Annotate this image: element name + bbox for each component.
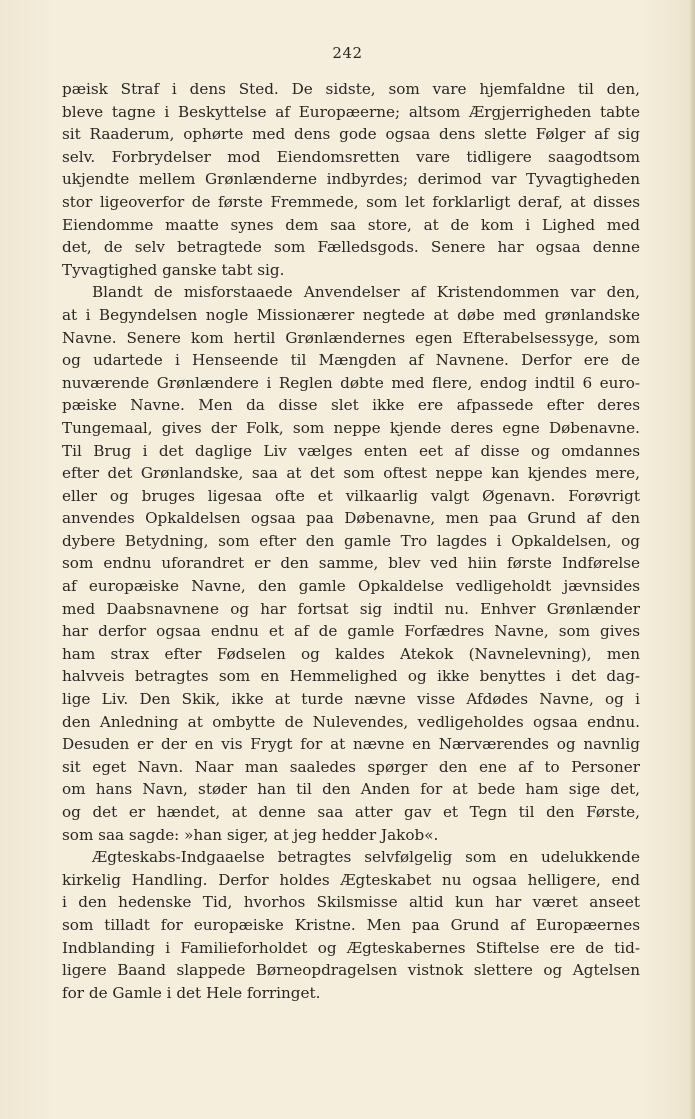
text-line: om hans Navn, støder han til den Anden for at bede ham sige det, [62,780,640,799]
text-line: af europæiske Navne, den gamle Opkaldelse vedligeholdt jævnsides [62,577,640,596]
text-line: Navne. Senere kom hertil Grønlændernes egen Efterabelsessyge, som [62,328,640,347]
text-line: ligere Baand slappede Børneopdragelsen vistnok slettere og Agtelsen [62,961,640,980]
text-line: dybere Betydning, som efter den gamle Tro lagdes i Opkaldelsen, og [62,531,640,550]
text-line: nuværende Grønlændere i Reglen døbte med flere, endog indtil 6 euro- [62,373,640,392]
text-line: har derfor ogsaa endnu et af de gamle Forfædres Navne, som gives [62,622,640,641]
text-line: eller og bruges ligesaa ofte et vilkaarlig valgt Øgenavn. Forøvrigt [62,486,640,505]
text-line: stor ligeoverfor de første Fremmede, som let forklarligt deraf, at disses [62,192,640,211]
text-line: Indblanding i Familieforholdet og Ægteskabernes Stiftelse ere de tid- [62,938,640,957]
text-line: kirkelig Handling. Derfor holdes Ægteskabet nu ogsaa helligere, end [62,870,640,889]
text-line: Tungemaal, gives der Folk, som neppe kjende deres egne Døbenavne. [62,418,640,437]
text-line: Desuden er der en vis Frygt for at nævne en Nærværendes og navnlig [62,735,640,754]
body-text [62,78,640,1004]
text-line: pæiske Navne. Men da disse slet ikke ere afpassede efter deres [62,396,640,415]
text-line: Blandt de misforstaaede Anvendelser af Kristendommen var den, [92,283,640,302]
text-line: pæisk Straf i dens Sted. De sidste, som vare hjemfaldne til den, [62,80,640,98]
page-number: 242 [332,44,363,62]
text-line: det, de selv betragtede som Fælledsgods. Senere har ogsaa denne [62,238,640,257]
text-line: bleve tagne i Beskyttelse af Europæerne; altsom Ærgjerrigheden tabte [62,102,640,121]
text-line: den Anledning at ombytte de Nulevendes, vedligeholdes ogsaa endnu. [62,712,640,731]
text-line: selv. Forbrydelser mod Eiendomsretten vare tidligere saagodtsom [62,147,640,166]
text-line: Eiendomme maatte synes dem saa store, at de kom i Lighed med [62,215,640,234]
text-line: og udartede i Henseende til Mængden af Navnene. Derfor ere de [62,351,640,370]
text-line: med Daabsnavnene og har fortsat sig indtil nu. Enhver Grønlænder [62,599,640,618]
text-line: Tyvagtighed ganske tabt sig. [62,260,285,279]
text-line: halvveis betragtes som en Hemmelighed og ikke benyttes i det dag- [62,667,640,686]
text-line: anvendes Opkaldelsen ogsaa paa Døbenavne, men paa Grund af den [62,509,640,528]
text-line: ham strax efter Fødselen og kaldes Atekok (Navnelevning), men [62,644,640,663]
page-edge-shadow [689,0,695,1119]
text-line: i den hedenske Tid, hvorhos Skilsmisse altid kun har været anseet [62,893,640,912]
text-line: og det er hændet, at denne saa atter gav et Tegn til den Første, [62,803,640,821]
text-line: Ægteskabs-Indgaaelse betragtes selvfølgelig som en udelukkende [92,848,640,867]
text-line: ukjendte mellem Grønlænderne indbyrdes; derimod var Tyvagtigheden [62,170,640,189]
text-line: sit eget Navn. Naar man saaledes spørger den ene af to Personer [62,757,640,776]
text-line: sit Raaderum, ophørte med dens gode ogsaa dens slette Følger af sig [62,125,640,144]
text-line: som saa sagde: »han siger, at jeg hedder Jakob«. [62,825,439,844]
text-line: som tilladt for europæiske Kristne. Men paa Grund af Europæernes [62,915,640,934]
text-line: som endnu uforandret er den samme, blev ved hiin første Indførelse [62,554,640,573]
text-line: lige Liv. Den Skik, ikke at turde nævne visse Afdødes Navne, og i [62,690,640,709]
text-line: Til Brug i det daglige Liv vælges enten eet af disse og omdannes [62,441,640,460]
text-line: at i Begyndelsen nogle Missionærer negtede at døbe med grønlandske [62,305,640,324]
text-line: efter det Grønlandske, saa at det som oftest neppe kan kjendes mere, [62,464,640,483]
text-line: for de Gamle i det Hele forringet. [62,983,321,1002]
